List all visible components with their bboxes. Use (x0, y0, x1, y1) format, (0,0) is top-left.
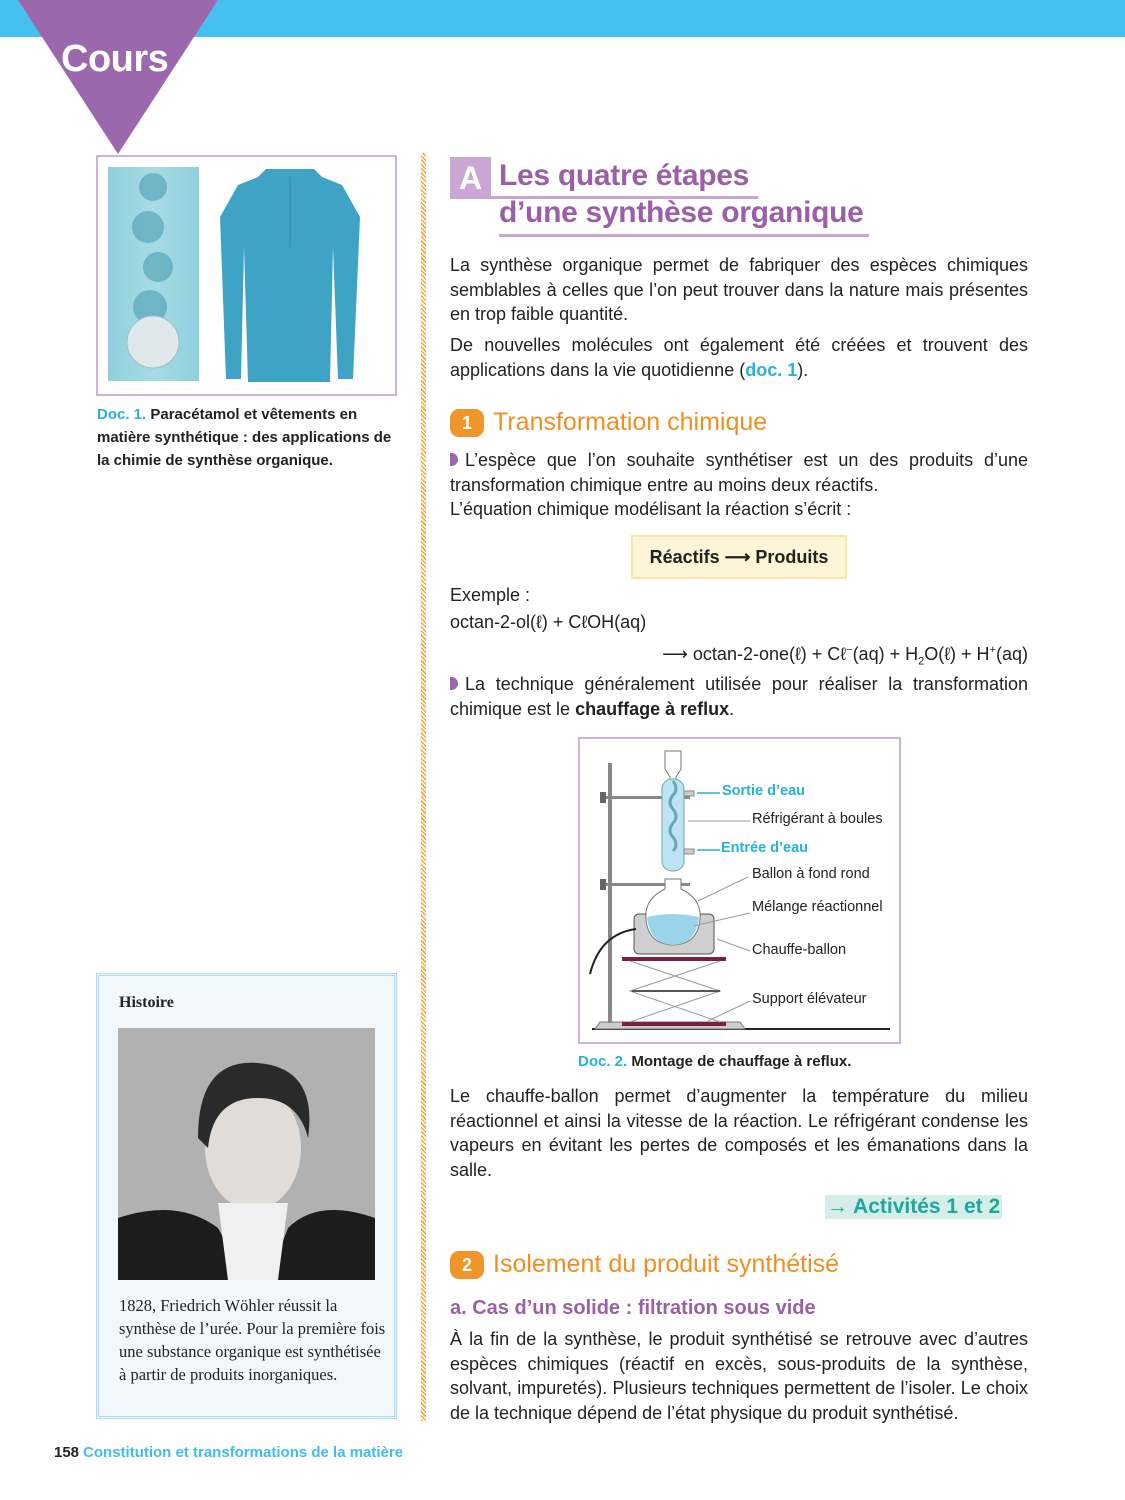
title-underline (499, 234, 869, 237)
text: . (729, 698, 735, 719)
text: (aq) + H (852, 644, 919, 664)
doc1-figure (96, 155, 397, 396)
chapter-title: Constitution et transformations de la matière (83, 1444, 404, 1461)
label-heater: Chauffe-ballon (752, 942, 847, 958)
history-title: Histoire (119, 994, 174, 1011)
wohler-portrait (118, 1028, 375, 1280)
doc2-label: Doc. 2. (578, 1053, 628, 1070)
text: De nouvelles molécules ont également été créées et trouvent des applications dans la vie quotidienne ( (450, 335, 1028, 380)
intro-paragraph: La synthèse organique permet de fabriquer des espèces chimiques semblables à celles que l’on peut trouver dans la nature mais présentes en trop faible quantité. (450, 255, 1028, 325)
equation-line-1: octan-2-ol(ℓ) + CℓOH(aq) (450, 612, 647, 632)
doc2-figure (578, 737, 901, 1044)
page-number: 158 (54, 1444, 80, 1461)
doc1-caption (97, 403, 397, 472)
bullet-paragraph (450, 448, 1028, 522)
text: ⟶ octan-2-one(ℓ) + Cℓ (662, 644, 847, 664)
text: chauffage à reflux (575, 698, 730, 719)
reflux-paragraph: Le chauffe-ballon permet d’augmenter la température du milieu réactionnel et ainsi la vitesse de la réaction. Le réfrigérant condense les vapeurs en évitant les pertes de composés et les émanations dans la salle. (450, 1086, 1028, 1180)
cours-label: Cours (61, 38, 169, 80)
text: 2 (918, 655, 925, 668)
section-1-heading (450, 408, 767, 437)
equation-box: Réactifs ⟶ Produits (631, 535, 847, 579)
section-number: 2 (450, 1251, 484, 1279)
doc1-link[interactable]: doc. 1 (745, 359, 798, 380)
equation-line-2 (450, 638, 1028, 674)
section-title: Isolement du produit synthétisé (493, 1250, 840, 1278)
text: L’espèce que l’on souhaite synthétiser est un des produits d’une transformation chimique entre au moins deux réactifs. (450, 450, 1028, 495)
page-footer (54, 1444, 403, 1461)
bullet-icon (450, 677, 458, 690)
text: + (989, 644, 996, 656)
text: La technique généralement utilisée pour réaliser la transformation chimique est le (450, 674, 1028, 719)
text: ). (797, 359, 809, 380)
doc2-caption-text: Montage de chauffage à reflux. (631, 1053, 852, 1070)
section-number: 1 (450, 409, 484, 437)
label-water-out: Sortie d’eau (722, 783, 805, 799)
doc1-caption-text: Paracétamol et vêtements en matière synthétique : des applications de la chimie de synthèse organique. (97, 406, 392, 469)
label-water-in: Entrée d’eau (721, 840, 809, 856)
section-a-title-line2: d’une synthèse organique (499, 196, 864, 229)
column-divider (421, 153, 426, 1421)
example-label: Exemple : (450, 585, 531, 605)
label-condenser: Réfrigérant à boules (752, 811, 883, 827)
label-flask: Ballon à fond rond (752, 866, 870, 882)
label-lift: Support élévateur (752, 991, 867, 1007)
text: O(ℓ) + H (924, 644, 990, 664)
section-title: Transformation chimique (493, 408, 768, 436)
doc1-images (98, 157, 395, 394)
text: L’équation chimique modélisant la réaction s’écrit : (450, 499, 852, 520)
section-a-badge: A (450, 157, 491, 199)
section-2-heading (450, 1250, 839, 1279)
activities-link[interactable]: → Activités 1 et 2 (827, 1195, 1001, 1218)
intro-paragraph-2 (450, 333, 1028, 382)
history-box (96, 973, 397, 1419)
text: (aq) (995, 644, 1028, 664)
bullet-icon (450, 453, 458, 466)
bullet-paragraph-2 (450, 672, 1028, 721)
subsection-a-title: a. Cas d’un solide : filtration sous vide (450, 1297, 816, 1319)
section-a-title-line1: Les quatre étapes (499, 159, 750, 192)
doc2-caption (578, 1050, 851, 1073)
text: − (846, 644, 853, 656)
doc1-label: Doc. 1. (97, 406, 147, 423)
label-mixture: Mélange réactionnel (752, 899, 883, 915)
isolation-paragraph: À la fin de la synthèse, le produit synthétisé se retrouve avec d’autres espèces chimiques (réactif en excès, sous-produits de la synthèse, solvant, impuretés). Plusieurs techniques permettent de l’isoler. Le choix de la technique dépend de l’état physique du produit synthétisé. (450, 1329, 1028, 1423)
history-text: 1828, Friedrich Wöhler réussit la synthèse de l’urée. Pour la première fois une substance organique est synthétisée à partir de produits inorganiques. (119, 1296, 386, 1384)
